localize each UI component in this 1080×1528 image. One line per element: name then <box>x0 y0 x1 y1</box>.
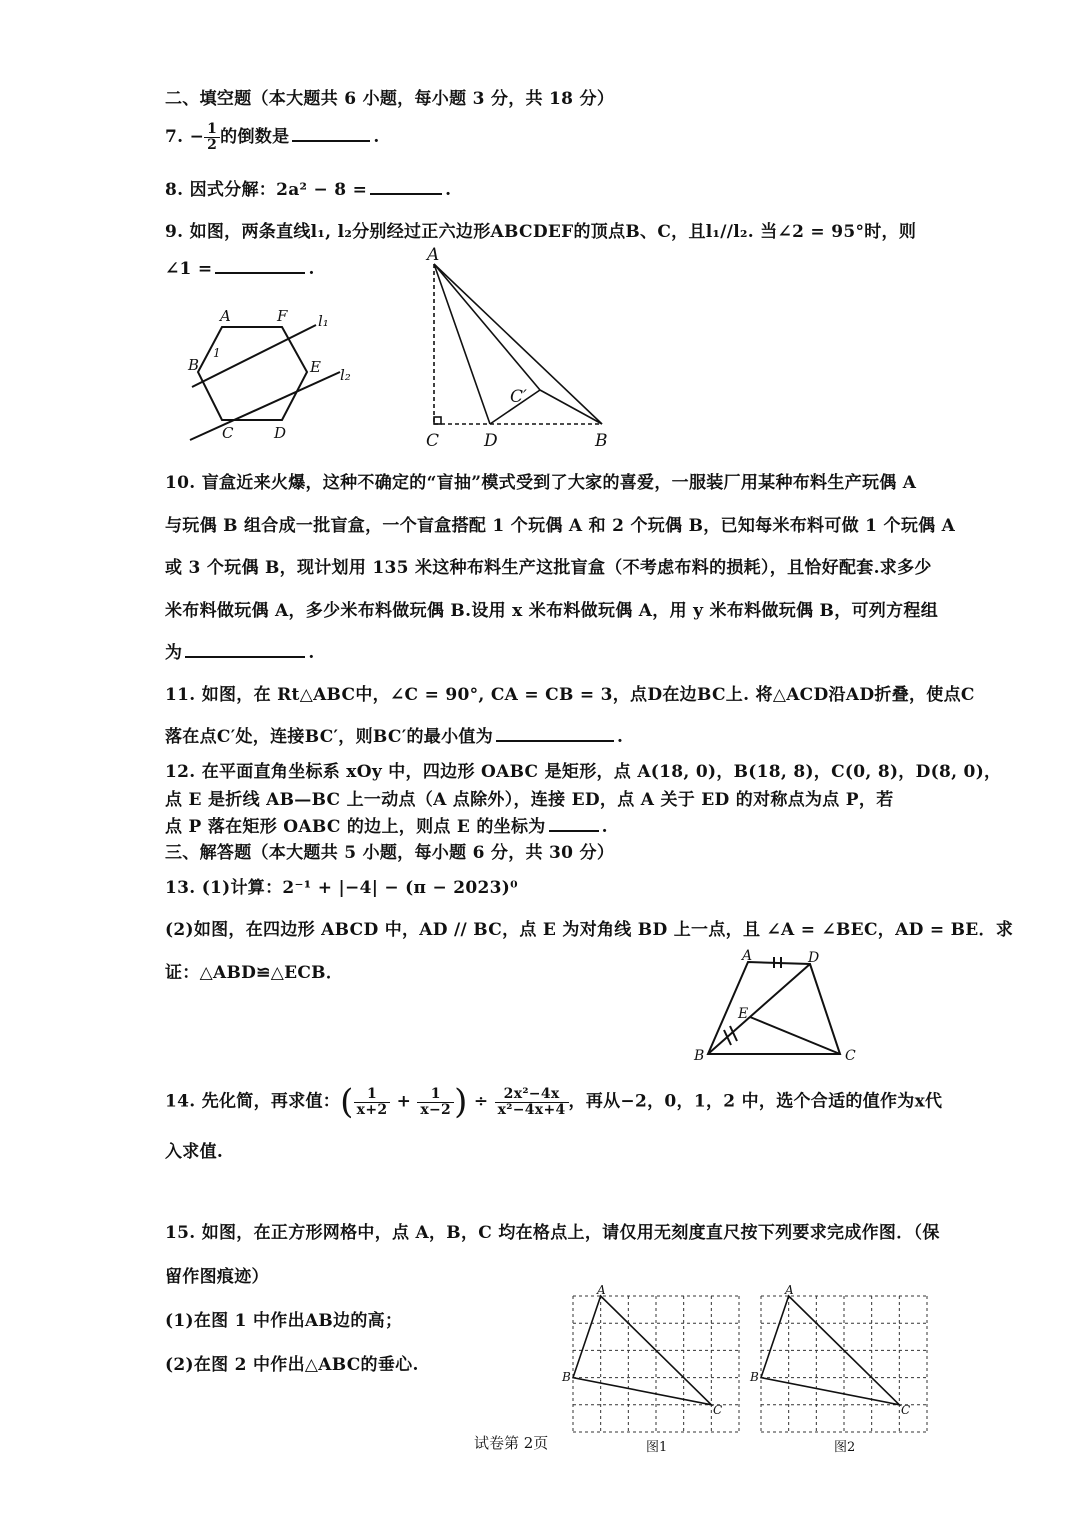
question-13-part1: 13. (1)计算：2⁻¹ + |−4| − (π − 2023)⁰ <box>165 878 518 898</box>
tri-label-B: B <box>595 431 608 451</box>
line-l2-label: l₂ <box>340 366 351 384</box>
grid1-label-C: C <box>713 1403 723 1417</box>
q8-text: 8. 因式分解：2a² − 8 = <box>165 180 368 200</box>
quad-label-B: B <box>694 1048 705 1064</box>
question-13-part2-line2: 证：△ABD≌△ECB． <box>165 963 344 983</box>
q14-paren-close: ) <box>454 1082 468 1122</box>
hex-label-B: B <box>188 356 200 374</box>
grid2-label-A: A <box>785 1283 794 1297</box>
question-15-line2: 留作图痕迹） <box>165 1267 269 1287</box>
grid2-label-C: C <box>901 1403 911 1417</box>
quad-label-A: A <box>742 948 753 964</box>
q14-lead: 14. 先化简，再求值： <box>165 1091 341 1112</box>
question-10-line4: 米布料做玩偶 A，多少米布料做玩偶 B.设用 x 米布料做玩偶 A，用 y 米布料做玩偶 B，可列方程组 <box>165 601 938 621</box>
question-15-item1: (1)在图 1 中作出AB边的高； <box>165 1311 403 1331</box>
question-11-line1: 11. 如图，在 Rt△ABC中，∠C = 90°, CA = CB = 3，点D在边BC上. 将△ACD沿AD折叠，使点C <box>165 685 975 705</box>
hex-label-D: D <box>274 424 287 442</box>
q14-f1-den: x+2 <box>356 1101 388 1118</box>
question-15-line1: 15. 如图，在正方形网格中，点 A，B，C 均在格点上，请仅用无刻度直尺按下列要求完成作图．（保 <box>165 1223 940 1243</box>
grid1-label-B: B <box>562 1370 571 1384</box>
line-l1-label: l₁ <box>318 312 329 330</box>
question-10-line3: 或 3 个玩偶 B，现计划用 135 米这种布料生产这批盲盒（不考虑布料的损耗），且恰好配套.求多少 <box>165 558 932 578</box>
question-10-line2: 与玩偶 B 组合成一批盲盒，一个盲盒搭配 1 个玩偶 A 和 2 个玩偶 B，已知每米布料可做 1 个玩偶 A <box>165 516 956 536</box>
tri-label-C-prime: C′ <box>510 387 527 407</box>
grid1-label-A: A <box>597 1283 606 1297</box>
section-2-heading: 二、填空题（本大题共 6 小题，每小题 3 分，共 18 分） <box>165 89 615 109</box>
q14-f1-num: 1 <box>354 1087 391 1103</box>
question-15-item2: (2)在图 2 中作出△ABC的垂心. <box>165 1355 419 1375</box>
hex-label-F: F <box>277 307 288 325</box>
quad-label-D: D <box>808 950 820 966</box>
q10-wei: 为 <box>165 643 183 663</box>
tri-label-C: C <box>426 431 440 451</box>
tri-label-D: D <box>484 431 498 451</box>
q14-f3-num: 2x²−4x <box>495 1087 569 1103</box>
q7-text: 的倒数是 <box>220 127 290 147</box>
q14-paren-open: ( <box>340 1082 354 1122</box>
page-footer: 试卷第 2页 <box>474 1434 549 1452</box>
q7-frac-den: 2 <box>207 137 218 153</box>
q7-end: . <box>373 127 380 147</box>
question-12-line1: 12. 在平面直角坐标系 xOy 中，四边形 OABC 是矩形，点 A(18, 0)，B(18, 8)，C(0, 8)，D(8, 0)， <box>165 762 1002 782</box>
quad-label-C: C <box>845 1048 856 1064</box>
question-12-line2: 点 E 是折线 AB—BC 上一动点（A 点除外），连接 ED，点 A 关于 ED 的对称点为点 P，若 <box>165 790 894 810</box>
question-14-line2: 入求值. <box>165 1142 224 1162</box>
q7-frac-num: 1 <box>204 122 220 138</box>
q9-angle-label: ∠1 = <box>165 259 213 279</box>
figure-1-caption: 图1 <box>646 1440 668 1455</box>
q14-f3-den: x²−4x+4 <box>497 1101 566 1118</box>
q14-f2-num: 1 <box>417 1087 454 1103</box>
q14-divide: ÷ <box>473 1091 489 1112</box>
q14-tail: ，再从−2，0，1，2 中，选个合适的值作为x代 <box>568 1091 943 1112</box>
question-9-line1: 9. 如图，两条直线l₁, l₂分别经过正六边形ABCDEF的顶点B、C，且l₁//l₂. 当∠2 = 95°时，则 <box>165 222 917 242</box>
grid2-label-B: B <box>750 1370 759 1384</box>
q10-end: . <box>308 643 315 663</box>
question-13-part2-line1: (2)如图，在四边形 ABCD 中，AD // BC，点 E 为对角线 BD 上一点，且 ∠A = ∠BEC，AD = BE．求 <box>165 920 1014 940</box>
q8-end: . <box>445 180 452 200</box>
q7-number: 7. <box>165 127 184 147</box>
q7-minus: − <box>189 127 205 147</box>
tri-label-A: A <box>427 245 440 265</box>
q11-end: . <box>617 727 624 747</box>
section-3-heading: 三、解答题（本大题共 5 小题，每小题 6 分，共 30 分） <box>165 843 615 863</box>
angle-1-label: 1 <box>213 346 221 360</box>
q12-text: 点 P 落在矩形 OABC 的边上，则点 E 的坐标为 <box>165 817 546 837</box>
q9-end: . <box>308 259 315 279</box>
quad-label-E: E <box>738 1006 749 1022</box>
hex-label-C: C <box>222 424 234 442</box>
q14-plus: + <box>396 1091 412 1112</box>
question-10-line1: 10. 盲盒近来火爆，这种不确定的“盲抽”模式受到了大家的喜爱，一服装厂用某种布料生产玩偶 A <box>165 473 917 493</box>
hex-label-A: A <box>220 307 231 325</box>
q11-text: 落在点C′处，连接BC′，则BC′的最小值为 <box>165 727 494 747</box>
q12-end: . <box>601 817 608 837</box>
figure-2-caption: 图2 <box>834 1440 856 1455</box>
hex-label-E: E <box>310 358 321 376</box>
q14-f2-den: x−2 <box>420 1101 452 1118</box>
